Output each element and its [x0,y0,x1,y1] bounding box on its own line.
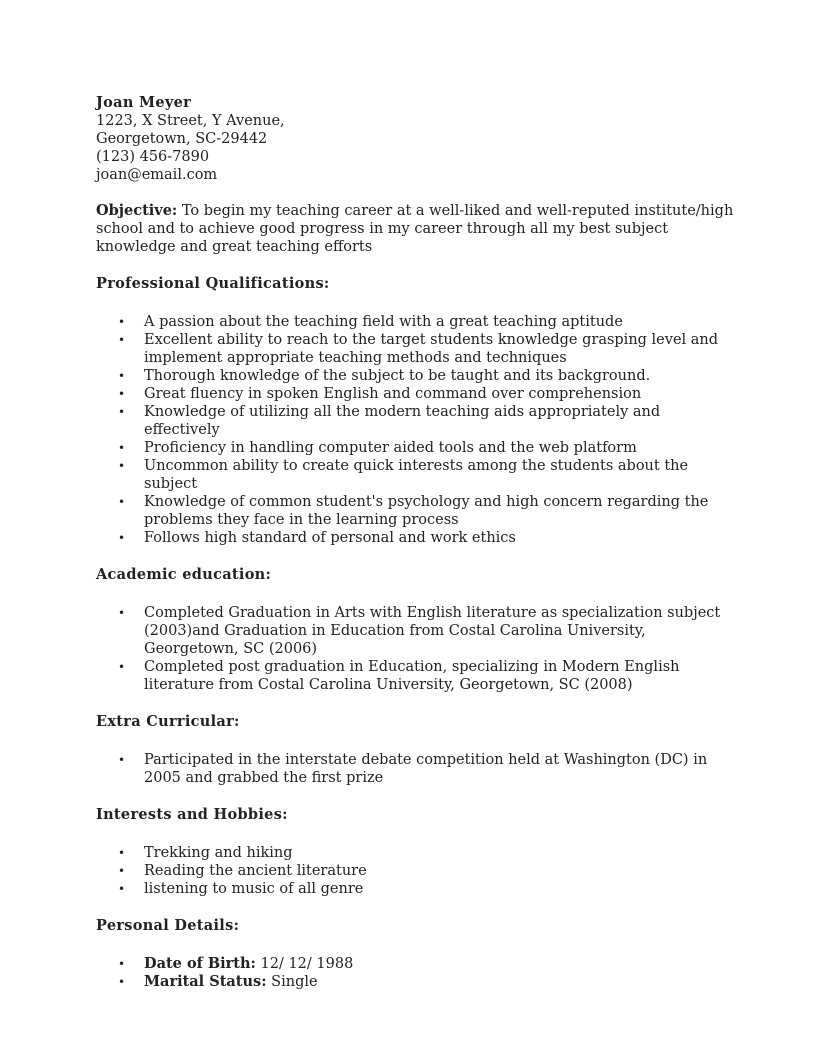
marital-label: Marital Status: [144,973,267,990]
date-of-birth-item [96,955,736,973]
extra-curricular-list [96,751,736,787]
list-item: • Follows high standard of personal and work ethics [118,530,516,546]
list-item: • Participated in the interstate debate competition held at Washington (DC) in 2005 and grabbed the first prize [118,752,708,786]
email-address: joan@email.com [96,167,218,183]
list-item: • Uncommon ability to create quick interests among the students about the subject [118,458,689,492]
dob-label: Date of Birth: [144,955,256,972]
list-item: • Reading the ancient literature [118,863,367,879]
bullet-icon: • [118,441,126,455]
marital-status-item [96,973,736,991]
bullet-icon: • [118,882,126,896]
personal-details-list [96,955,736,991]
interests-list [96,844,736,898]
list-item: • Proficiency in handling computer aided tools and the web platform [118,440,637,456]
bullet-icon: • [118,660,126,674]
bullet-icon: • [118,459,126,473]
list-item: • Excellent ability to reach to the target students knowledge grasping level and implement appropriate teaching methods and techniques [118,332,719,366]
bullet-icon: • [118,405,126,419]
education-list [96,604,736,694]
personal-details-heading: Personal Details: [96,917,240,934]
bullet-icon: • [118,606,126,620]
candidate-name: Joan Meyer [96,94,192,111]
list-item: • Completed Graduation in Arts with English literature as specialization subject (2003)and Graduation in Education from Costal Carolina University, Georgetown, SC (2006) [118,605,721,657]
list-item: • Thorough knowledge of the subject to be taught and its background. [118,368,651,384]
interests-heading: Interests and Hobbies: [96,806,288,823]
bullet-icon: • [118,846,126,860]
bullet-icon: • [118,369,126,383]
address-line-2: Georgetown, SC-29442 [96,131,268,147]
list-item: • Knowledge of utilizing all the modern teaching aids appropriately and effectively [118,404,661,438]
objective-label: Objective: [96,202,178,219]
list-item: • Knowledge of common student's psychology and high concern regarding the problems they face in the learning process [118,494,709,528]
list-item: • listening to music of all genre [118,881,364,897]
list-item: • Completed post graduation in Education, specializing in Modern English literature from Costal Carolina University, Georgetown, SC (2008) [118,659,680,693]
list-item: • A passion about the teaching field with a great teaching aptitude [118,314,623,330]
list-item: • Great fluency in spoken English and command over comprehension [118,386,642,402]
list-item: • Trekking and hiking [118,845,293,861]
bullet-icon: • [118,531,126,545]
contact-block [96,94,736,184]
bullet-icon: • [118,333,126,347]
bullet-icon: • [118,315,126,329]
bullet-icon: • [118,864,126,878]
bullet-icon: • [118,495,126,509]
bullet-icon: • [118,387,126,401]
bullet-icon: • [118,753,126,767]
bullet-icon: • [118,957,126,971]
objective-paragraph [96,202,736,256]
resume-page [96,94,736,991]
objective-text: To begin my teaching career at a well-liked and well-reputed institute/high school and to achieve good progress in my career through all my best subject knowledge and great teaching efforts [96,203,734,255]
bullet-icon: • [118,975,126,989]
phone-number: (123) 456-7890 [96,149,210,165]
marital-value: Single [266,974,318,990]
address-line-1: 1223, X Street, Y Avenue, [96,113,285,129]
education-heading: Academic education: [96,566,272,583]
dob-value: 12/ 12/ 1988 [255,956,354,972]
qualifications-list [96,313,736,547]
qualifications-heading: Professional Qualifications: [96,275,330,292]
extra-curricular-heading: Extra Curricular: [96,713,240,730]
